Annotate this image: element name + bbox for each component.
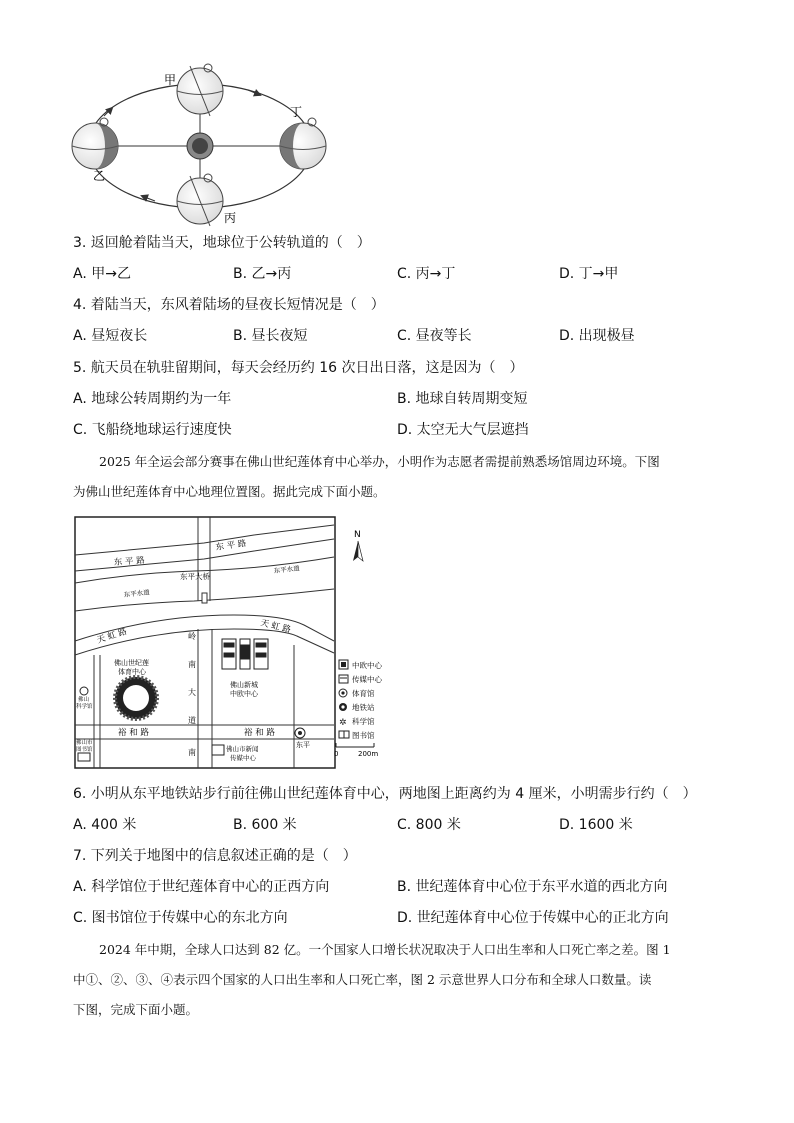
q5-option-a[interactable]: A. 地球公转周期约为一年 — [73, 391, 232, 407]
svg-text:佛山: 佛山 — [78, 697, 90, 703]
svg-text:体育中心: 体育中心 — [118, 668, 146, 676]
question-5-stem: 5. 航天员在轨驻留期间，每天会经历约 16 次日出日落，这是因为（ ） — [73, 360, 524, 376]
q4-option-b[interactable]: B. 昼长夜短 — [233, 328, 308, 344]
svg-text:地铁站: 地铁站 — [352, 703, 375, 712]
svg-text:裕 和 路: 裕 和 路 — [244, 728, 275, 738]
svg-text:东 平 路: 东 平 路 — [215, 538, 248, 553]
q7-option-c[interactable]: C. 图书馆位于传媒中心的东北方向 — [73, 910, 288, 926]
svg-text:裕 和 路: 裕 和 路 — [118, 728, 149, 738]
svg-text:✲: ✲ — [339, 718, 347, 728]
q4-option-d[interactable]: D. 出现极昼 — [559, 328, 635, 344]
q6-option-d[interactable]: D. 1600 米 — [559, 817, 633, 833]
svg-text:传媒中心: 传媒中心 — [352, 675, 382, 684]
svg-text:佛山市: 佛山市 — [76, 740, 93, 746]
label-ding: 丁 — [290, 105, 303, 119]
q6-option-a[interactable]: A. 400 米 — [73, 817, 137, 833]
q6-option-b[interactable]: B. 600 米 — [233, 817, 297, 833]
q3-option-b[interactable]: B. 乙→丙 — [233, 266, 292, 282]
north-arrow-icon — [353, 530, 363, 561]
svg-text:0: 0 — [334, 750, 339, 758]
q5-option-b[interactable]: B. 地球自转周期变短 — [397, 391, 528, 407]
q7-option-d[interactable]: D. 世纪莲体育中心位于传媒中心的正北方向 — [397, 910, 669, 926]
svg-text:图书馆: 图书馆 — [76, 747, 93, 753]
metro-station-icon — [295, 728, 305, 738]
earth-yi — [72, 118, 118, 169]
q3-option-a[interactable]: A. 甲→乙 — [73, 266, 131, 282]
svg-text:天 虹 路: 天 虹 路 — [95, 626, 129, 646]
passage-2-line-2: 中①、②、③、④表示四个国家的人口出生率和人口死亡率，图 2 示意世界人口分布和全球人口数量。读 — [73, 972, 652, 987]
q3-option-d[interactable]: D. 丁→甲 — [559, 266, 619, 282]
svg-text:南: 南 — [188, 660, 196, 669]
passage-1-line-2: 为佛山世纪莲体育中心地理位置图。据此完成下面小题。 — [73, 484, 386, 499]
svg-text:道: 道 — [188, 716, 196, 725]
media-center-icon — [212, 745, 224, 755]
svg-text:科学馆: 科学馆 — [352, 717, 375, 726]
svg-text:体育馆: 体育馆 — [352, 689, 375, 698]
q6-option-c[interactable]: C. 800 米 — [397, 817, 461, 833]
svg-text:中欧中心: 中欧中心 — [352, 661, 382, 670]
q4-option-c[interactable]: C. 昼夜等长 — [397, 328, 472, 344]
location-map — [74, 515, 394, 775]
q5-option-c[interactable]: C. 飞船绕地球运行速度快 — [73, 422, 232, 438]
orbit-diagram — [60, 58, 350, 228]
map-legend — [339, 660, 382, 740]
svg-text:佛山世纪莲: 佛山世纪莲 — [114, 659, 149, 667]
question-4-stem: 4. 着陆当天，东风着陆场的昼夜长短情况是（ ） — [73, 297, 385, 313]
scale-bar — [334, 743, 378, 758]
svg-text:200m: 200m — [358, 750, 379, 758]
question-3-stem: 3. 返回舱着陆当天，地球位于公转轨道的（ ） — [73, 235, 371, 251]
svg-text:东平水道: 东平水道 — [123, 588, 151, 599]
svg-text:佛山市新闻: 佛山市新闻 — [226, 745, 259, 753]
svg-text:佛山新城: 佛山新城 — [230, 681, 258, 689]
svg-text:科学馆: 科学馆 — [76, 704, 93, 710]
q7-option-b[interactable]: B. 世纪莲体育中心位于东平水道的西北方向 — [397, 879, 668, 895]
q7-option-a[interactable]: A. 科学馆位于世纪莲体育中心的正西方向 — [73, 879, 330, 895]
question-7-stem: 7. 下列关于地图中的信息叙述正确的是（ ） — [73, 848, 357, 864]
earth-bing — [177, 174, 223, 226]
svg-text:N: N — [354, 530, 361, 540]
earth-ding — [280, 118, 326, 169]
cbd-buildings-icon — [222, 639, 268, 669]
stadium-icon — [115, 677, 157, 719]
label-yi: 乙 — [93, 169, 106, 183]
q3-option-c[interactable]: C. 丙→丁 — [397, 266, 456, 282]
passage-2-line-1: 2024 年中期，全球人口达到 82 亿。一个国家人口增长状况取决于人口出生率和人口死亡率之差。图 1 — [99, 942, 671, 957]
earth-jia — [177, 64, 223, 116]
svg-text:岭: 岭 — [188, 632, 196, 641]
passage-2-line-3: 下图，完成下面小题。 — [73, 1002, 199, 1017]
label-jia: 甲 — [164, 73, 177, 87]
svg-text:传媒中心: 传媒中心 — [230, 754, 256, 762]
question-6-stem: 6. 小明从东平地铁站步行前往佛山世纪莲体育中心，两地图上距离约为 4 厘米，小明需步行约（ ） — [73, 786, 697, 802]
svg-text:东平水道: 东平水道 — [273, 564, 301, 575]
svg-text:中欧中心: 中欧中心 — [230, 690, 258, 698]
svg-text:南: 南 — [188, 748, 196, 757]
q4-option-a[interactable]: A. 昼短夜长 — [73, 328, 148, 344]
passage-1-line-1: 2025 年全运会部分赛事在佛山世纪莲体育中心举办，小明作为志愿者需提前熟悉场馆周边环境。下图 — [99, 454, 660, 469]
svg-text:天 虹 路: 天 虹 路 — [259, 618, 292, 636]
svg-text:东平: 东平 — [296, 741, 310, 749]
svg-text:图书馆: 图书馆 — [352, 731, 375, 740]
label-bing: 丙 — [224, 211, 237, 225]
svg-text:东平大桥: 东平大桥 — [180, 572, 210, 581]
svg-text:东 平 路: 东 平 路 — [113, 555, 146, 568]
q5-option-d[interactable]: D. 太空无大气层遮挡 — [397, 422, 529, 438]
svg-text:大: 大 — [188, 688, 196, 697]
library-icon — [78, 753, 90, 761]
sun-icon — [187, 133, 213, 159]
